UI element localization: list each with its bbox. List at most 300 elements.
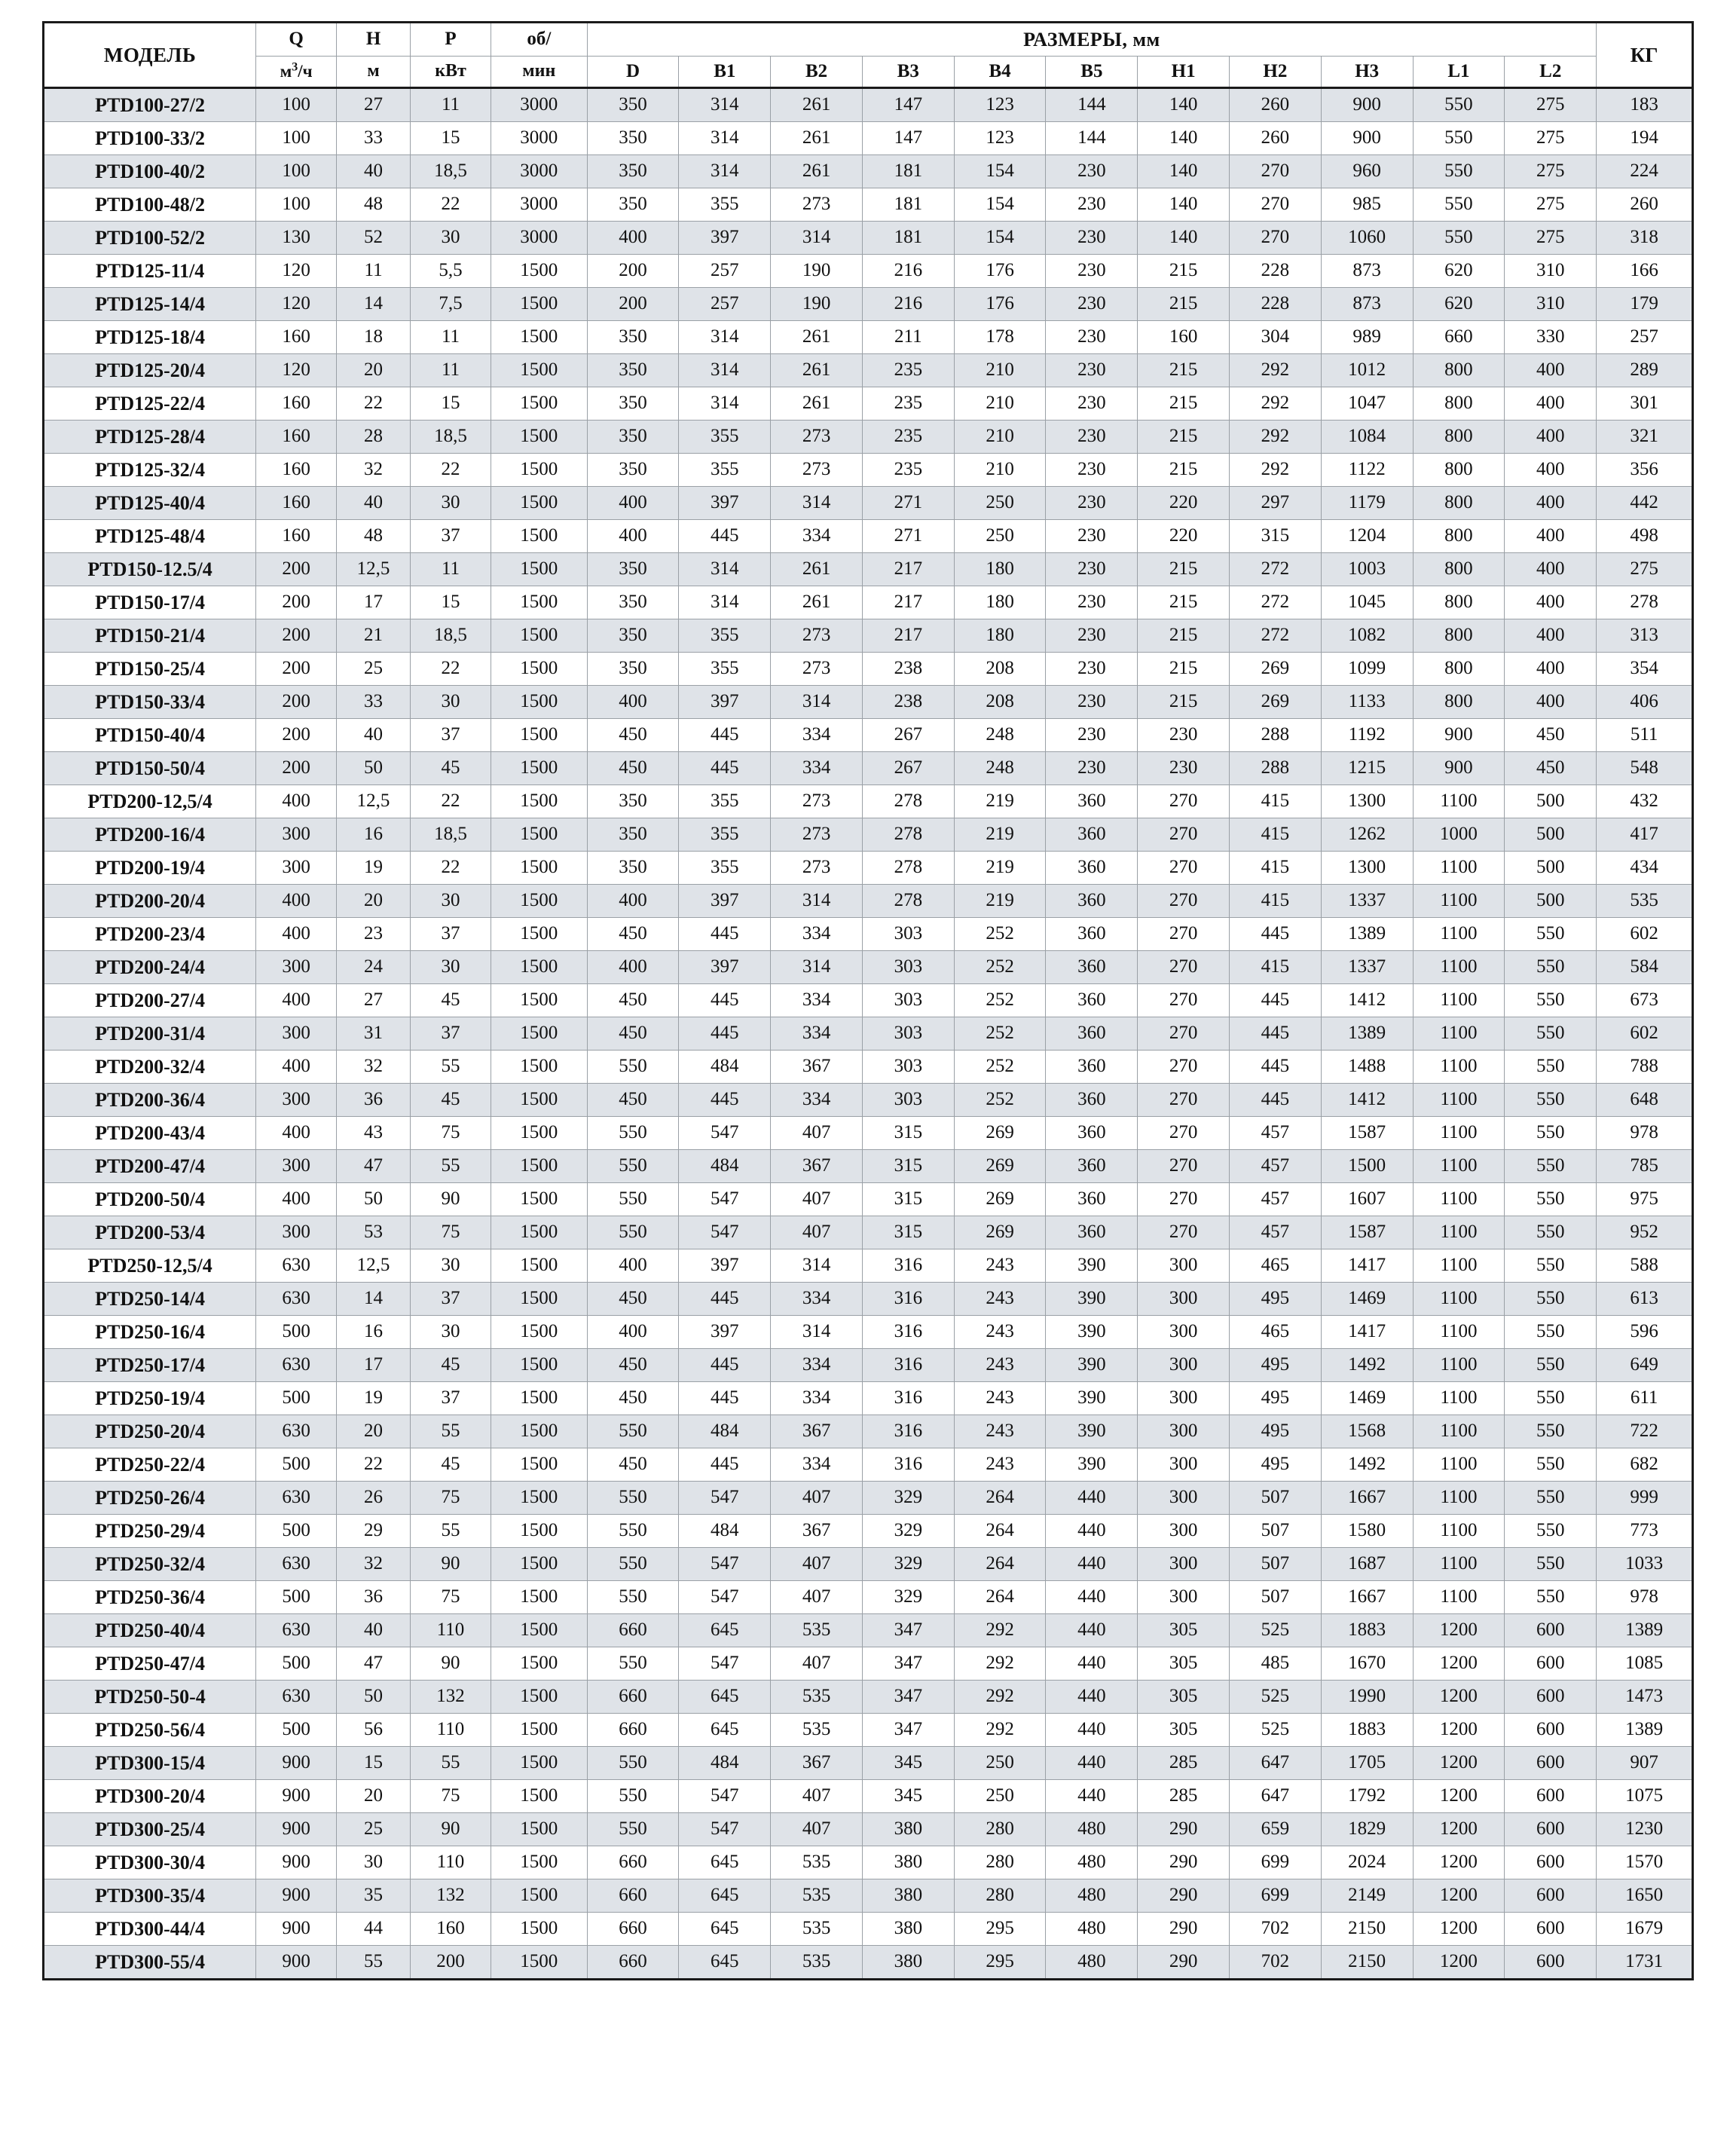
cell-value: 500 xyxy=(256,1515,337,1548)
cell-value: 484 xyxy=(679,1415,771,1448)
column-header-dimensions-group: РАЗМЕРЫ, мм xyxy=(587,23,1597,57)
cell-value: 280 xyxy=(954,1879,1046,1913)
cell-value: 400 xyxy=(1505,520,1597,553)
cell-value: 230 xyxy=(1046,619,1138,653)
cell-value: 264 xyxy=(954,1581,1046,1614)
cell-value: 250 xyxy=(954,1780,1046,1813)
cell-value: 270 xyxy=(1138,918,1230,951)
cell-value: 800 xyxy=(1413,520,1505,553)
cell-value: 1500 xyxy=(491,354,587,387)
cell-value: 329 xyxy=(862,1515,954,1548)
cell-value: 300 xyxy=(1138,1448,1230,1482)
cell-value: 270 xyxy=(1138,1084,1230,1117)
cell-value: 316 xyxy=(862,1415,954,1448)
cell-value: 329 xyxy=(862,1581,954,1614)
cell-value: 535 xyxy=(771,1714,863,1747)
cell-value: 292 xyxy=(954,1681,1046,1714)
cell-value: 495 xyxy=(1230,1382,1322,1415)
cell-value: 32 xyxy=(337,1548,411,1581)
table-row xyxy=(44,188,1693,222)
cell-value: 630 xyxy=(256,1415,337,1448)
cell-value: 630 xyxy=(256,1681,337,1714)
cell-value: 270 xyxy=(1138,885,1230,918)
cell-value: 270 xyxy=(1138,852,1230,885)
cell-model: PTD150-17/4 xyxy=(44,586,256,619)
cell-value: 36 xyxy=(337,1084,411,1117)
cell-value: 176 xyxy=(954,255,1046,288)
cell-value: 547 xyxy=(679,1482,771,1515)
cell-value: 397 xyxy=(679,1316,771,1349)
cell-value: 100 xyxy=(256,188,337,222)
table-row xyxy=(44,321,1693,354)
cell-value: 160 xyxy=(256,520,337,553)
cell-value: 200 xyxy=(256,719,337,752)
cell-value: 220 xyxy=(1138,487,1230,520)
cell-value: 264 xyxy=(954,1548,1046,1581)
cell-value: 1500 xyxy=(491,619,587,653)
cell-value: 100 xyxy=(256,122,337,155)
cell-value: 547 xyxy=(679,1216,771,1249)
table-row xyxy=(44,1051,1693,1084)
cell-value: 15 xyxy=(411,387,491,421)
cell-value: 43 xyxy=(337,1117,411,1150)
cell-value: 217 xyxy=(862,553,954,586)
cell-model: PTD200-24/4 xyxy=(44,951,256,984)
cell-value: 611 xyxy=(1597,1382,1693,1415)
cell-value: 7,5 xyxy=(411,288,491,321)
cell-value: 445 xyxy=(1230,918,1322,951)
cell-value: 1389 xyxy=(1321,918,1413,951)
table-row xyxy=(44,1216,1693,1249)
cell-value: 300 xyxy=(256,852,337,885)
cell-value: 230 xyxy=(1046,354,1138,387)
cell-value: 380 xyxy=(862,1946,954,1980)
cell-value: 535 xyxy=(771,1946,863,1980)
cell-value: 1500 xyxy=(491,1084,587,1117)
cell-value: 280 xyxy=(954,1846,1046,1879)
cell-value: 15 xyxy=(337,1747,411,1780)
cell-value: 360 xyxy=(1046,951,1138,984)
cell-value: 400 xyxy=(1505,487,1597,520)
cell-model: PTD200-27/4 xyxy=(44,984,256,1017)
cell-value: 315 xyxy=(1230,520,1322,553)
cell-value: 434 xyxy=(1597,852,1693,885)
cell-value: 1045 xyxy=(1321,586,1413,619)
cell-value: 350 xyxy=(587,619,679,653)
cell-value: 445 xyxy=(679,1283,771,1316)
cell-value: 27 xyxy=(337,984,411,1017)
cell-value: 16 xyxy=(337,818,411,852)
cell-value: 1679 xyxy=(1597,1913,1693,1946)
cell-value: 210 xyxy=(954,454,1046,487)
cell-value: 450 xyxy=(587,719,679,752)
cell-value: 450 xyxy=(587,1448,679,1482)
cell-value: 290 xyxy=(1138,1813,1230,1846)
cell-value: 550 xyxy=(1505,1448,1597,1482)
cell-value: 16 xyxy=(337,1316,411,1349)
cell-value: 1500 xyxy=(491,1813,587,1846)
cell-value: 40 xyxy=(337,1614,411,1647)
cell-value: 200 xyxy=(587,288,679,321)
table-row xyxy=(44,984,1693,1017)
cell-value: 30 xyxy=(411,686,491,719)
cell-value: 269 xyxy=(954,1183,1046,1216)
cell-value: 1500 xyxy=(491,686,587,719)
cell-value: 261 xyxy=(771,387,863,421)
cell-value: 290 xyxy=(1138,1946,1230,1980)
cell-value: 550 xyxy=(1505,1482,1597,1515)
column-header-dim-d: D xyxy=(587,57,679,88)
cell-value: 525 xyxy=(1230,1614,1322,1647)
cell-value: 110 xyxy=(411,1846,491,1879)
cell-value: 270 xyxy=(1230,155,1322,188)
cell-value: 400 xyxy=(1505,421,1597,454)
header-row-secondary xyxy=(44,57,1693,88)
cell-value: 200 xyxy=(411,1946,491,1980)
cell-value: 1792 xyxy=(1321,1780,1413,1813)
cell-value: 3000 xyxy=(491,188,587,222)
cell-value: 12,5 xyxy=(337,785,411,818)
cell-model: PTD300-30/4 xyxy=(44,1846,256,1879)
cell-value: 154 xyxy=(954,222,1046,255)
cell-value: 314 xyxy=(679,122,771,155)
cell-value: 36 xyxy=(337,1581,411,1614)
cell-model: PTD150-50/4 xyxy=(44,752,256,785)
cell-value: 1100 xyxy=(1413,1382,1505,1415)
cell-value: 11 xyxy=(411,553,491,586)
cell-value: 315 xyxy=(862,1216,954,1249)
cell-value: 550 xyxy=(587,1216,679,1249)
cell-value: 17 xyxy=(337,586,411,619)
cell-value: 450 xyxy=(587,1349,679,1382)
table-row xyxy=(44,852,1693,885)
cell-value: 2024 xyxy=(1321,1846,1413,1879)
cell-value: 1500 xyxy=(491,785,587,818)
pump-specifications-table xyxy=(42,21,1694,1980)
cell-value: 1500 xyxy=(491,1747,587,1780)
cell-value: 550 xyxy=(587,1747,679,1780)
table-row xyxy=(44,1382,1693,1415)
cell-value: 1389 xyxy=(1597,1614,1693,1647)
cell-value: 550 xyxy=(1505,1117,1597,1150)
table-row xyxy=(44,1017,1693,1051)
cell-model: PTD125-40/4 xyxy=(44,487,256,520)
cell-value: 648 xyxy=(1597,1084,1693,1117)
cell-value: 45 xyxy=(411,1448,491,1482)
cell-value: 367 xyxy=(771,1515,863,1548)
cell-value: 397 xyxy=(679,222,771,255)
cell-value: 56 xyxy=(337,1714,411,1747)
cell-value: 1500 xyxy=(491,520,587,553)
cell-model: PTD100-27/2 xyxy=(44,88,256,122)
cell-value: 457 xyxy=(1230,1150,1322,1183)
cell-value: 11 xyxy=(411,88,491,122)
cell-value: 1100 xyxy=(1413,1283,1505,1316)
cell-value: 183 xyxy=(1597,88,1693,122)
cell-value: 1204 xyxy=(1321,520,1413,553)
cell-value: 1469 xyxy=(1321,1382,1413,1415)
cell-value: 550 xyxy=(587,1051,679,1084)
cell-value: 550 xyxy=(1413,122,1505,155)
cell-value: 55 xyxy=(411,1051,491,1084)
cell-value: 272 xyxy=(1230,553,1322,586)
cell-value: 25 xyxy=(337,653,411,686)
cell-value: 1300 xyxy=(1321,785,1413,818)
cell-value: 15 xyxy=(411,122,491,155)
cell-value: 407 xyxy=(771,1117,863,1150)
cell-value: 316 xyxy=(862,1349,954,1382)
cell-value: 360 xyxy=(1046,1216,1138,1249)
cell-value: 230 xyxy=(1046,454,1138,487)
cell-value: 243 xyxy=(954,1382,1046,1415)
cell-value: 310 xyxy=(1505,255,1597,288)
cell-value: 550 xyxy=(587,1150,679,1183)
cell-value: 166 xyxy=(1597,255,1693,288)
cell-value: 450 xyxy=(587,1382,679,1415)
cell-value: 1500 xyxy=(491,1051,587,1084)
cell-value: 450 xyxy=(587,1283,679,1316)
cell-value: 397 xyxy=(679,487,771,520)
cell-value: 2150 xyxy=(1321,1946,1413,1980)
cell-value: 140 xyxy=(1138,155,1230,188)
cell-value: 270 xyxy=(1138,1117,1230,1150)
cell-value: 355 xyxy=(679,785,771,818)
cell-value: 181 xyxy=(862,188,954,222)
cell-value: 22 xyxy=(411,785,491,818)
cell-value: 144 xyxy=(1046,122,1138,155)
cell-value: 305 xyxy=(1138,1647,1230,1681)
cell-value: 989 xyxy=(1321,321,1413,354)
cell-value: 75 xyxy=(411,1581,491,1614)
cell-value: 350 xyxy=(587,818,679,852)
cell-value: 550 xyxy=(587,1415,679,1448)
cell-value: 600 xyxy=(1505,1813,1597,1846)
cell-value: 355 xyxy=(679,188,771,222)
cell-value: 261 xyxy=(771,321,863,354)
cell-value: 1012 xyxy=(1321,354,1413,387)
cell-value: 270 xyxy=(1138,1051,1230,1084)
cell-value: 480 xyxy=(1046,1913,1138,1946)
cell-value: 445 xyxy=(679,752,771,785)
cell-value: 230 xyxy=(1046,686,1138,719)
cell-model: PTD150-12.5/4 xyxy=(44,553,256,586)
cell-value: 547 xyxy=(679,1183,771,1216)
cell-value: 17 xyxy=(337,1349,411,1382)
cell-value: 215 xyxy=(1138,586,1230,619)
cell-value: 230 xyxy=(1046,719,1138,752)
cell-value: 1337 xyxy=(1321,885,1413,918)
table-row xyxy=(44,951,1693,984)
cell-value: 978 xyxy=(1597,1117,1693,1150)
cell-value: 445 xyxy=(1230,984,1322,1017)
cell-value: 350 xyxy=(587,122,679,155)
cell-value: 314 xyxy=(679,553,771,586)
cell-value: 230 xyxy=(1046,321,1138,354)
cell-value: 230 xyxy=(1138,752,1230,785)
cell-model: PTD125-20/4 xyxy=(44,354,256,387)
cell-model: PTD200-23/4 xyxy=(44,918,256,951)
cell-value: 278 xyxy=(862,818,954,852)
cell-value: 485 xyxy=(1230,1647,1322,1681)
cell-model: PTD125-32/4 xyxy=(44,454,256,487)
cell-value: 1500 xyxy=(491,1249,587,1283)
cell-value: 1500 xyxy=(491,1117,587,1150)
cell-value: 334 xyxy=(771,1382,863,1415)
cell-value: 400 xyxy=(1505,619,1597,653)
cell-value: 292 xyxy=(954,1714,1046,1747)
cell-value: 1075 xyxy=(1597,1780,1693,1813)
cell-value: 1667 xyxy=(1321,1482,1413,1515)
cell-value: 550 xyxy=(1505,951,1597,984)
cell-value: 480 xyxy=(1046,1946,1138,1980)
cell-value: 90 xyxy=(411,1647,491,1681)
cell-value: 50 xyxy=(337,752,411,785)
cell-value: 356 xyxy=(1597,454,1693,487)
table-row xyxy=(44,785,1693,818)
cell-value: 31 xyxy=(337,1017,411,1051)
cell-value: 1500 xyxy=(491,719,587,752)
cell-value: 1200 xyxy=(1413,1747,1505,1780)
cell-value: 673 xyxy=(1597,984,1693,1017)
cell-value: 219 xyxy=(954,785,1046,818)
cell-value: 355 xyxy=(679,421,771,454)
cell-value: 75 xyxy=(411,1216,491,1249)
cell-value: 535 xyxy=(771,1879,863,1913)
cell-model: PTD100-48/2 xyxy=(44,188,256,222)
cell-value: 45 xyxy=(411,1349,491,1382)
cell-value: 235 xyxy=(862,421,954,454)
cell-value: 630 xyxy=(256,1614,337,1647)
cell-value: 390 xyxy=(1046,1283,1138,1316)
cell-value: 288 xyxy=(1230,719,1322,752)
cell-value: 1200 xyxy=(1413,1614,1505,1647)
cell-value: 275 xyxy=(1505,155,1597,188)
cell-value: 645 xyxy=(679,1913,771,1946)
cell-value: 600 xyxy=(1505,1647,1597,1681)
cell-value: 300 xyxy=(1138,1382,1230,1415)
cell-value: 20 xyxy=(337,1415,411,1448)
cell-value: 400 xyxy=(256,785,337,818)
cell-value: 261 xyxy=(771,586,863,619)
cell-value: 1417 xyxy=(1321,1249,1413,1283)
cell-value: 230 xyxy=(1046,155,1138,188)
cell-value: 400 xyxy=(587,222,679,255)
cell-value: 900 xyxy=(1413,719,1505,752)
cell-value: 788 xyxy=(1597,1051,1693,1084)
cell-value: 300 xyxy=(1138,1548,1230,1581)
table-row xyxy=(44,421,1693,454)
cell-value: 178 xyxy=(954,321,1046,354)
cell-value: 26 xyxy=(337,1482,411,1515)
cell-value: 360 xyxy=(1046,1150,1138,1183)
cell-value: 407 xyxy=(771,1813,863,1846)
cell-value: 354 xyxy=(1597,653,1693,686)
cell-value: 190 xyxy=(771,255,863,288)
cell-value: 1000 xyxy=(1413,818,1505,852)
cell-value: 600 xyxy=(1505,1879,1597,1913)
cell-value: 1100 xyxy=(1413,1581,1505,1614)
table-header xyxy=(44,23,1693,88)
cell-value: 230 xyxy=(1046,255,1138,288)
table-row xyxy=(44,818,1693,852)
cell-value: 445 xyxy=(1230,1051,1322,1084)
cell-value: 1200 xyxy=(1413,1681,1505,1714)
cell-value: 2150 xyxy=(1321,1913,1413,1946)
table-row xyxy=(44,553,1693,586)
cell-value: 11 xyxy=(411,321,491,354)
cell-value: 271 xyxy=(862,487,954,520)
cell-value: 100 xyxy=(256,155,337,188)
cell-value: 22 xyxy=(337,387,411,421)
cell-value: 495 xyxy=(1230,1283,1322,1316)
cell-model: PTD200-16/4 xyxy=(44,818,256,852)
cell-model: PTD150-25/4 xyxy=(44,653,256,686)
table-row xyxy=(44,1117,1693,1150)
cell-value: 270 xyxy=(1138,951,1230,984)
cell-value: 303 xyxy=(862,918,954,951)
cell-value: 210 xyxy=(954,354,1046,387)
cell-model: PTD300-55/4 xyxy=(44,1946,256,1980)
cell-value: 181 xyxy=(862,155,954,188)
cell-value: 269 xyxy=(954,1216,1046,1249)
column-header-rpm: об/ xyxy=(491,23,587,57)
cell-value: 484 xyxy=(679,1747,771,1780)
cell-value: 330 xyxy=(1505,321,1597,354)
cell-value: 252 xyxy=(954,951,1046,984)
cell-value: 1500 xyxy=(491,852,587,885)
cell-value: 55 xyxy=(411,1747,491,1780)
cell-value: 350 xyxy=(587,387,679,421)
cell-model: PTD150-33/4 xyxy=(44,686,256,719)
cell-value: 380 xyxy=(862,1846,954,1879)
cell-value: 380 xyxy=(862,1879,954,1913)
cell-value: 1500 xyxy=(491,454,587,487)
cell-value: 660 xyxy=(587,1913,679,1946)
cell-value: 300 xyxy=(1138,1316,1230,1349)
cell-value: 200 xyxy=(256,653,337,686)
cell-value: 550 xyxy=(1413,88,1505,122)
cell-value: 1133 xyxy=(1321,686,1413,719)
cell-value: 238 xyxy=(862,653,954,686)
cell-value: 800 xyxy=(1413,421,1505,454)
table-row xyxy=(44,1316,1693,1349)
cell-model: PTD200-47/4 xyxy=(44,1150,256,1183)
cell-value: 250 xyxy=(954,487,1046,520)
cell-value: 600 xyxy=(1505,1846,1597,1879)
cell-value: 600 xyxy=(1505,1747,1597,1780)
cell-value: 550 xyxy=(1505,1581,1597,1614)
cell-value: 238 xyxy=(862,686,954,719)
cell-value: 230 xyxy=(1046,520,1138,553)
cell-value: 19 xyxy=(337,1382,411,1415)
cell-value: 314 xyxy=(679,586,771,619)
cell-value: 400 xyxy=(1505,653,1597,686)
cell-value: 20 xyxy=(337,354,411,387)
cell-value: 300 xyxy=(1138,1515,1230,1548)
cell-value: 292 xyxy=(1230,421,1322,454)
cell-value: 1200 xyxy=(1413,1946,1505,1980)
cell-value: 275 xyxy=(1597,553,1693,586)
cell-value: 659 xyxy=(1230,1813,1322,1846)
cell-value: 1417 xyxy=(1321,1316,1413,1349)
cell-value: 12,5 xyxy=(337,1249,411,1283)
cell-value: 1100 xyxy=(1413,951,1505,984)
cell-value: 1100 xyxy=(1413,1150,1505,1183)
cell-value: 270 xyxy=(1138,984,1230,1017)
cell-value: 215 xyxy=(1138,288,1230,321)
cell-value: 1500 xyxy=(491,752,587,785)
cell-value: 120 xyxy=(256,255,337,288)
